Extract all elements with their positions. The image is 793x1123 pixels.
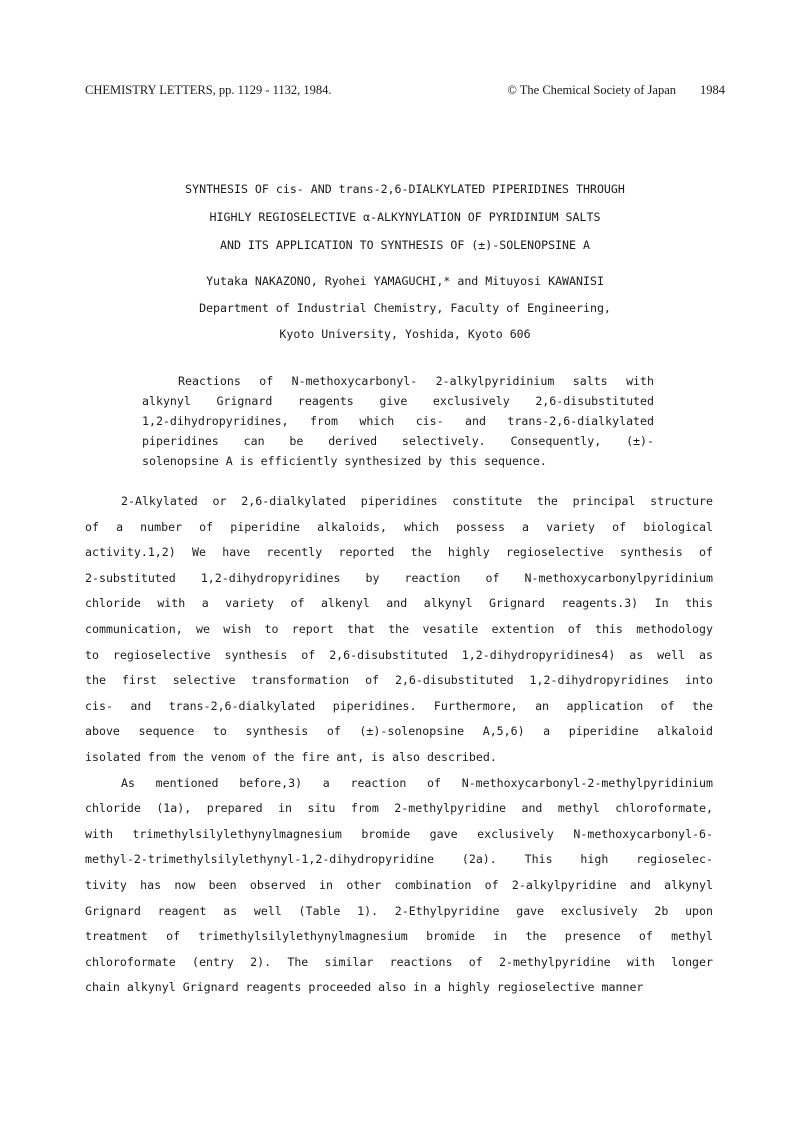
journal-citation: CHEMISTRY LETTERS, pp. 1129 - 1132, 1984. (85, 83, 332, 97)
running-header (85, 83, 725, 101)
copyright-line (507, 83, 725, 98)
body-line: cis- and trans-2,6-dialkylated piperidines. Furthermore, an application of the (85, 698, 713, 713)
abstract-line: Reactions of N-methoxycarbonyl- 2-alkylpyridinium salts with (178, 374, 654, 388)
body-line: chain alkynyl Grignard reagents proceeded also in a highly regioselective manner (85, 980, 644, 995)
body-line: 2-Alkylated or 2,6-dialkylated piperidines constitute the principal structure (121, 494, 713, 508)
body-line: of a number of piperidine alkaloids, which possess a variety of biological (85, 519, 713, 534)
body-line: tivity has now been observed in other combination of 2-alkylpyridine and alkynyl (85, 877, 713, 892)
author-block (85, 264, 725, 350)
title-line (85, 206, 725, 234)
body-line: above sequence to synthesis of (±)-solenopsine A,5,6) a piperidine alkaloid (85, 724, 713, 739)
abstract (142, 371, 654, 471)
body-line: chloride (1a), prepared in situ from 2-methylpyridine and methyl chloroformate, (85, 801, 713, 816)
title-line-3: AND ITS APPLICATION TO SYNTHESIS OF (±)-SOLENOPSINE A (220, 238, 590, 252)
body-line: to regioselective synthesis of 2,6-disubstituted 1,2-dihydropyridines4) as well as (85, 647, 713, 662)
body-line: 2-substituted 1,2-dihydropyridines by reaction of N-methoxycarbonylpyridinium (85, 570, 713, 585)
abstract-line: piperidines can be derived selectively. Consequently, (±)- (142, 434, 654, 448)
society-name: © The Chemical Society of Japan (507, 83, 676, 97)
title-line (85, 178, 725, 206)
abstract-line: 1,2-dihydropyridines, from which cis- and trans-2,6-dialkylated (142, 414, 654, 428)
body-line: treatment of trimethylsilylethynylmagnesium bromide in the presence of methyl (85, 929, 713, 944)
title-line (85, 234, 725, 262)
title-line-2: HIGHLY REGIOSELECTIVE α-ALKYNYLATION OF PYRIDINIUM SALTS (209, 210, 601, 224)
paper-title (85, 178, 725, 262)
body-line: chloride with a variety of alkenyl and alkynyl Grignard reagents.3) In this (85, 596, 713, 611)
affiliation-line-1: Department of Industrial Chemistry, Faculty of Engineering, (199, 301, 611, 315)
body-line: As mentioned before,3) a reaction of N-methoxycarbonyl-2-methylpyridinium (121, 775, 713, 790)
body-line: activity.1,2) We have recently reported the highly regioselective synthesis of (85, 545, 713, 560)
body-line: Grignard reagent as well (Table 1). 2-Ethylpyridine gave exclusively 2b upon (85, 903, 713, 918)
body-text (85, 489, 713, 1001)
body-line: isolated from the venom of the fire ant, is also described. (85, 749, 497, 764)
body-line: with trimethylsilylethynylmagnesium bromide gave exclusively N-methoxycarbonyl-6- (85, 826, 713, 841)
body-line: methyl-2-trimethylsilylethynyl-1,2-dihydropyridine (2a). This high regioselec- (85, 852, 713, 867)
body-line: the first selective transformation of 2,6-disubstituted 1,2-dihydropyridines into (85, 673, 713, 688)
header-year: 1984 (700, 83, 725, 97)
author-names: Yutaka NAKAZONO, Ryohei YAMAGUCHI,* and Mituyosi KAWANISI (206, 274, 604, 288)
title-line-1: SYNTHESIS OF cis- AND trans-2,6-DIALKYLATED PIPERIDINES THROUGH (185, 182, 625, 196)
affiliation-line-2: Kyoto University, Yoshida, Kyoto 606 (279, 327, 531, 341)
abstract-line: solenopsine A is efficiently synthesized by this sequence. (142, 454, 547, 468)
abstract-line: alkynyl Grignard reagents give exclusively 2,6-disubstituted (142, 394, 654, 408)
body-line: chloroformate (entry 2). The similar reactions of 2-methylpyridine with longer (85, 954, 713, 969)
body-line: communication, we wish to report that the vesatile extention of this methodology (85, 621, 713, 636)
